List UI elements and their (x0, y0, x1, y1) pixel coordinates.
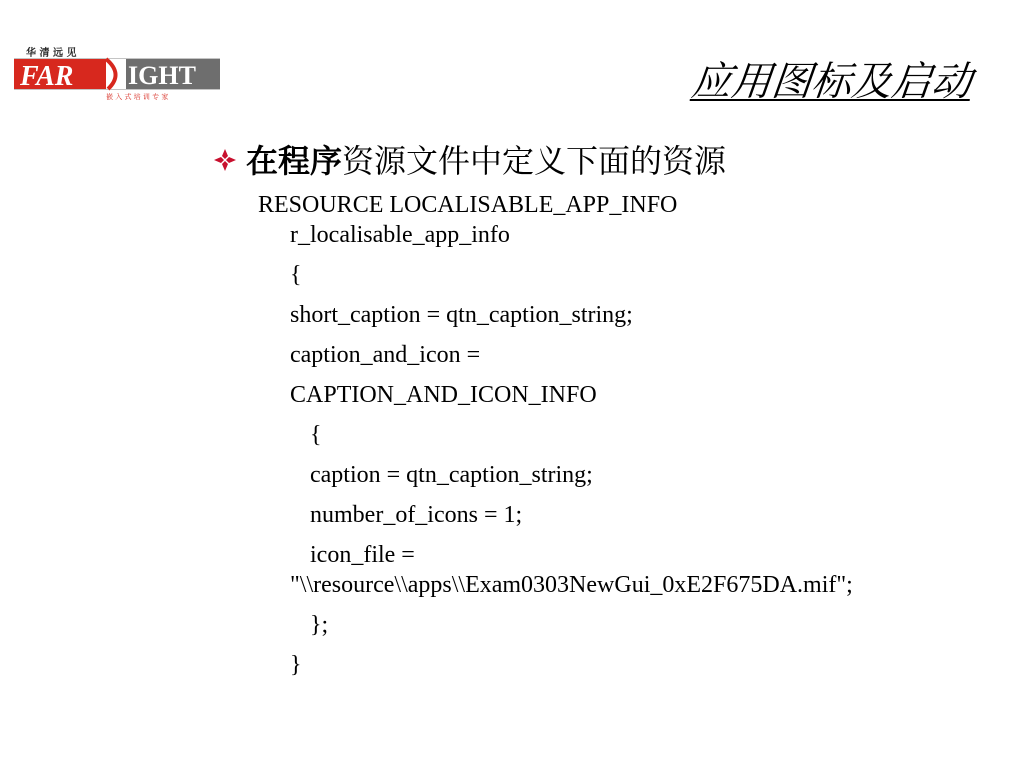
code-block (258, 190, 978, 690)
code-line: }; (310, 612, 329, 638)
code-line: { (310, 422, 322, 448)
bullet-text-strong: 在程序 (246, 142, 343, 180)
bullet-text: 资源文件中定义下面的资源 (342, 142, 727, 180)
code-line: } (290, 652, 302, 678)
code-line: r_localisable_app_info (290, 222, 510, 248)
diamond-bullet-icon (212, 147, 238, 173)
slide-title: 应用图标及启动 (689, 59, 975, 105)
code-line: short_caption = qtn_caption_string; (290, 302, 633, 328)
code-line: { (290, 262, 302, 288)
logo-brand-right: IGHT (128, 61, 196, 90)
code-line: CAPTION_AND_ICON_INFO (290, 382, 597, 408)
code-line: caption_and_icon = (290, 342, 481, 368)
code-line: "\\resource\\apps\\Exam0303NewGui_0xE2F675DA.mif"; (290, 572, 853, 598)
code-line: RESOURCE LOCALISABLE_APP_INFO (258, 192, 678, 218)
bullet-point (212, 136, 726, 182)
code-line: number_of_icons = 1; (310, 502, 523, 528)
logo-chinese-name: 华 清 远 见 (26, 48, 77, 59)
farsight-logo (14, 46, 220, 104)
logo-brand-left: FAR (20, 61, 74, 92)
code-line: icon_file = (310, 542, 415, 568)
code-line: caption = qtn_caption_string; (310, 462, 593, 488)
logo-tagline: 嵌 入 式 培 训 专 家 (106, 93, 169, 101)
